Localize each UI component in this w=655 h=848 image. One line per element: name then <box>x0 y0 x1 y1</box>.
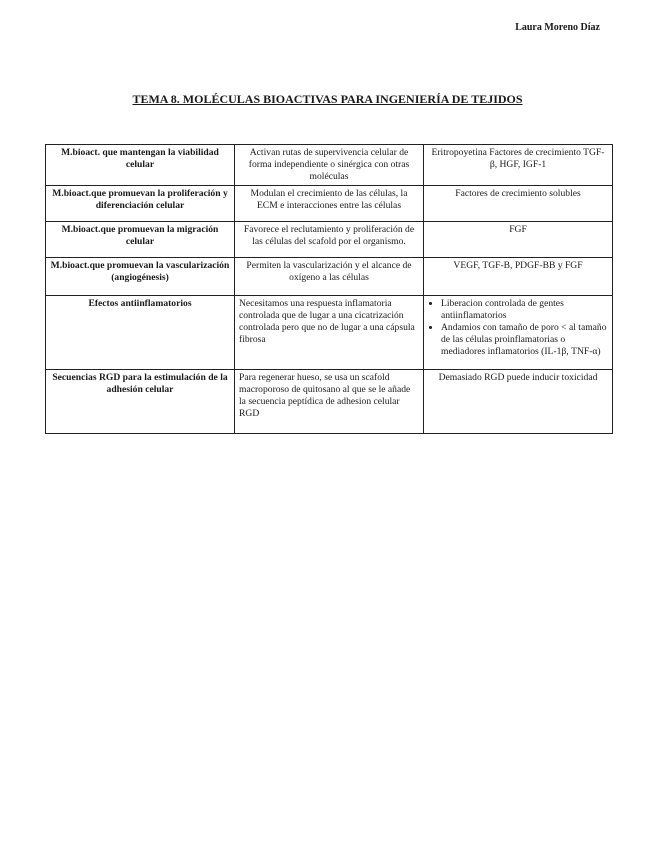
molecules-table <box>45 144 613 434</box>
row-examples: Demasiado RGD puede inducir toxicidad <box>424 370 613 434</box>
row-category: M.bioact.que promuevan la migración celular <box>46 222 235 258</box>
row-category: M.bioact.que promuevan la proliferación y diferenciación celular <box>46 186 235 222</box>
row-category: Efectos antiinflamatorios <box>46 296 235 370</box>
row-category: M.bioact.que promuevan la vascularización (angiogénesis) <box>46 258 235 296</box>
row-description: Para regenerar hueso, se usa un scafold macroporoso de quitosano al que se le añade la secuencia peptídica de adhesion celular RGD <box>235 370 424 434</box>
table-row <box>46 186 613 222</box>
bullet-list <box>428 298 608 358</box>
list-item: • Liberacion controlada de gentes antiinflamatorios <box>441 298 608 322</box>
row-category: M.bioact. que mantengan la viabilidad celular <box>46 145 235 186</box>
row-category: Secuencias RGD para la estimulación de la adhesión celular <box>46 370 235 434</box>
table-row <box>46 145 613 186</box>
row-examples: VEGF, TGF-B, PDGF-BB y FGF <box>424 258 613 296</box>
author-name: Laura Moreno Díaz <box>515 22 600 33</box>
row-examples <box>424 296 613 370</box>
list-item: • Andamios con tamaño de poro < al tamaño de las células proinflamatorias o mediadores inflamatorios (IL-1β, TNF-α) <box>441 322 608 358</box>
row-examples: Factores de crecimiento solubles <box>424 186 613 222</box>
row-description: Activan rutas de supervivencia celular de forma independiente o sinérgica con otras moléculas <box>235 145 424 186</box>
table-row <box>46 296 613 370</box>
document-title: TEMA 8. MOLÉCULAS BIOACTIVAS PARA INGENIERÍA DE TEJIDOS <box>132 92 523 106</box>
table-row <box>46 222 613 258</box>
row-examples: Eritropoyetina Factores de crecimiento TGF-β, HGF, IGF-1 <box>424 145 613 186</box>
row-examples: FGF <box>424 222 613 258</box>
table-row <box>46 258 613 296</box>
table-row <box>46 370 613 434</box>
row-description: Favorece el reclutamiento y proliferación de las células del scafold por el organismo. <box>235 222 424 258</box>
row-description: Necesitamos una respuesta inflamatoria controlada que de lugar a una cicatrización controlada pero que no de lugar a una cápsula fibrosa <box>235 296 424 370</box>
row-description: Permiten la vascularización y el alcance de oxígeno a las células <box>235 258 424 296</box>
row-description: Modulan el crecimiento de las células, la ECM e interacciones entre las células <box>235 186 424 222</box>
